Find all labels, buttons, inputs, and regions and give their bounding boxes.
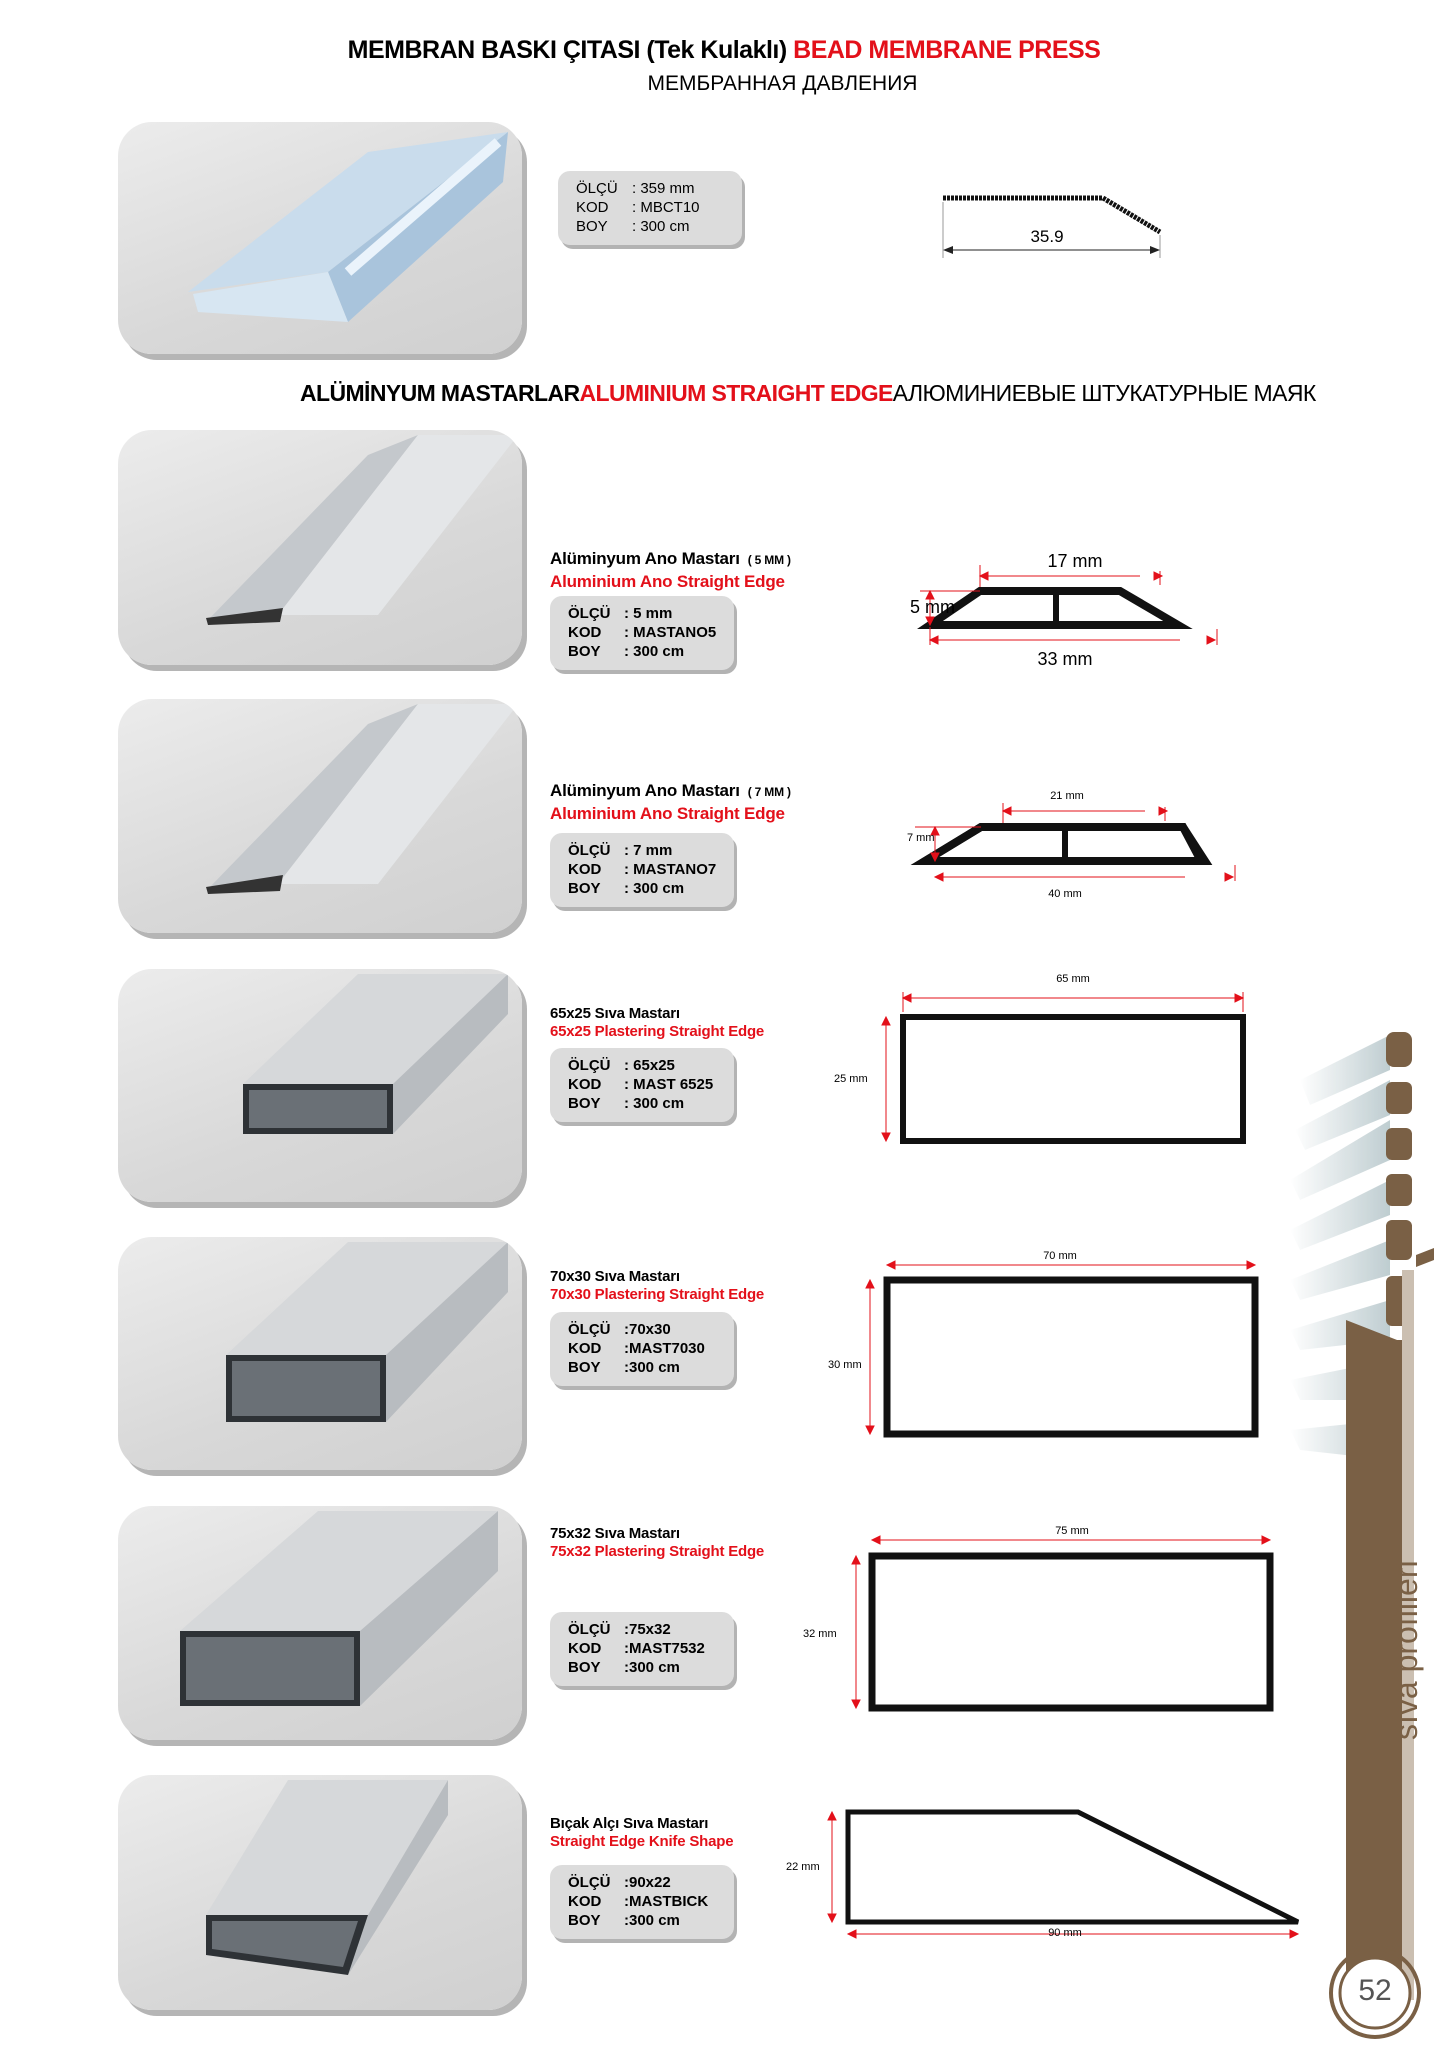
spec-box (550, 1312, 734, 1386)
title-tr: MEMBRAN BASKI ÇITASI (Tek Kulaklı) (347, 36, 787, 64)
spec-label-length: BOY (568, 1095, 601, 1112)
spec-label-size: ÖLÇÜ (568, 1874, 611, 1891)
product-name-en: Aluminium Ano Straight Edge (550, 804, 785, 823)
dim-width: 75 mm (1055, 1525, 1089, 1537)
spec-box (550, 596, 734, 670)
dim-width: 65 mm (1056, 973, 1090, 985)
product-image-7532 (118, 1506, 522, 1740)
spec-label-length: BOY (568, 880, 601, 897)
title-ru: МЕМБРАННАЯ ДАВЛЕНИЯ (647, 72, 918, 95)
spec-length: : 300 cm (624, 880, 685, 897)
product-name-tr: 70x30 Sıva Mastarı (550, 1268, 680, 1285)
spec-label-size: ÖLÇÜ (568, 605, 611, 622)
dim-height: 30 mm (828, 1359, 862, 1371)
dim-height: 32 mm (803, 1628, 837, 1640)
page-number: 52 (1358, 1974, 1392, 2007)
title-en: BEAD MEMBRANE PRESS (793, 36, 1101, 64)
spec-code: : MAST 6525 (624, 1076, 714, 1093)
product-title (550, 1815, 733, 1851)
spec-size: : 359 mm (632, 180, 695, 197)
product-name-tr: Bıçak Alçı Sıva Mastarı (550, 1815, 709, 1832)
profile-drawing-7532 (800, 1520, 1280, 1720)
spec-label-length: BOY (568, 1359, 601, 1376)
spec-box (558, 171, 742, 245)
spec-label-length: BOY (568, 643, 601, 660)
spec-label-code: KOD (576, 199, 609, 216)
spec-label-size: ÖLÇÜ (568, 1621, 611, 1638)
spec-label-size: ÖLÇÜ (568, 1321, 611, 1338)
dim-bottom: 40 mm (1048, 888, 1082, 900)
profile-drawing-7030 (820, 1245, 1270, 1445)
dim-top: 17 mm (1047, 551, 1103, 571)
spec-size: : 5 mm (624, 605, 673, 622)
spec-size: :75x32 (624, 1621, 671, 1638)
spec-code: :MAST7030 (624, 1340, 705, 1357)
section-title-en: ALUMINIUM STRAIGHT EDGE (579, 380, 893, 406)
section-title-ru: АЛЮМИНИЕВЫЕ ШТУКАТУРНЫЕ МАЯК (892, 380, 1316, 406)
spec-label-code: KOD (568, 624, 602, 641)
spec-label-code: KOD (568, 861, 602, 878)
profile-drawing-6525 (830, 970, 1270, 1150)
spec-size: : 7 mm (624, 842, 673, 859)
dim-width: 35.9 (1030, 227, 1064, 246)
spec-label-length: BOY (576, 218, 608, 235)
product-title (550, 548, 791, 592)
product-title (550, 780, 791, 824)
spec-code: : MBCT10 (632, 199, 700, 216)
product-image-membrane (118, 122, 522, 354)
product-name-tr: 65x25 Sıva Mastarı (550, 1005, 680, 1022)
spec-label-code: KOD (568, 1640, 602, 1657)
profile-drawing-ano7 (907, 785, 1245, 905)
spec-box (550, 1612, 734, 1686)
spec-length: : 300 cm (624, 1095, 685, 1112)
product-name-tr: Alüminyum Ano Mastarı (550, 781, 740, 800)
product-name-en: 65x25 Plastering Straight Edge (550, 1023, 765, 1040)
profile-drawing-knife (786, 1800, 1310, 1950)
spec-label-code: KOD (568, 1340, 602, 1357)
profile-drawing-ano5 (910, 545, 1230, 675)
side-label: sıva profilleri (1388, 1560, 1424, 1740)
product-name-en: Aluminium Ano Straight Edge (550, 572, 785, 591)
spec-size: :90x22 (624, 1874, 671, 1891)
product-title (550, 1005, 764, 1041)
product-image-knife (118, 1775, 522, 2010)
product-name-en: 70x30 Plastering Straight Edge (550, 1286, 765, 1303)
spec-box (550, 833, 734, 907)
product-image-7030 (118, 1237, 522, 1470)
spec-size: : 65x25 (624, 1057, 675, 1074)
spec-size: :70x30 (624, 1321, 671, 1338)
spec-label-size: ÖLÇÜ (568, 1057, 611, 1074)
product-note: ( 7 MM ) (747, 785, 791, 799)
product-name-en: 75x32 Plastering Straight Edge (550, 1543, 765, 1560)
product-image-6525 (118, 969, 522, 1202)
spec-label-size: ÖLÇÜ (576, 180, 618, 197)
spec-length: :300 cm (624, 1359, 680, 1376)
section-title-tr: ALÜMİNYUM MASTARLAR (300, 380, 580, 406)
profile-drawing-membrane (935, 180, 1175, 260)
product-title (550, 1268, 764, 1304)
dim-height: 5 mm (910, 597, 955, 617)
brand-decoration (1290, 1020, 1448, 2048)
section-heading (300, 380, 1316, 407)
product-title (550, 1525, 764, 1561)
product-image-ano7 (118, 699, 522, 933)
spec-label-code: KOD (568, 1076, 602, 1093)
dim-width: 90 mm (1048, 1927, 1082, 1939)
spec-label-length: BOY (568, 1912, 601, 1929)
dim-height: 22 mm (786, 1861, 820, 1873)
product-name-en: Straight Edge Knife Shape (550, 1833, 734, 1850)
spec-length: : 300 cm (632, 218, 690, 235)
page-title (0, 36, 1448, 65)
dim-top: 21 mm (1050, 790, 1084, 802)
product-image-ano5 (118, 430, 522, 665)
spec-length: :300 cm (624, 1912, 680, 1929)
spec-length: :300 cm (624, 1659, 680, 1676)
spec-code: :MASTBICK (624, 1893, 709, 1910)
spec-code: : MASTANO7 (624, 861, 717, 878)
product-note: ( 5 MM ) (747, 553, 791, 567)
spec-length: : 300 cm (624, 643, 685, 660)
spec-box (550, 1048, 734, 1122)
dim-bottom: 33 mm (1037, 649, 1093, 669)
product-name-tr: 75x32 Sıva Mastarı (550, 1525, 680, 1542)
spec-code: :MAST7532 (624, 1640, 705, 1657)
spec-box (550, 1865, 734, 1939)
spec-label-length: BOY (568, 1659, 601, 1676)
spec-code: : MASTANO5 (624, 624, 717, 641)
spec-label-size: ÖLÇÜ (568, 842, 611, 859)
dim-height: 7 mm (907, 832, 935, 844)
product-name-tr: Alüminyum Ano Mastarı (550, 549, 740, 568)
dim-width: 70 mm (1043, 1250, 1077, 1262)
dim-height: 25 mm (834, 1073, 868, 1085)
spec-label-code: KOD (568, 1893, 602, 1910)
